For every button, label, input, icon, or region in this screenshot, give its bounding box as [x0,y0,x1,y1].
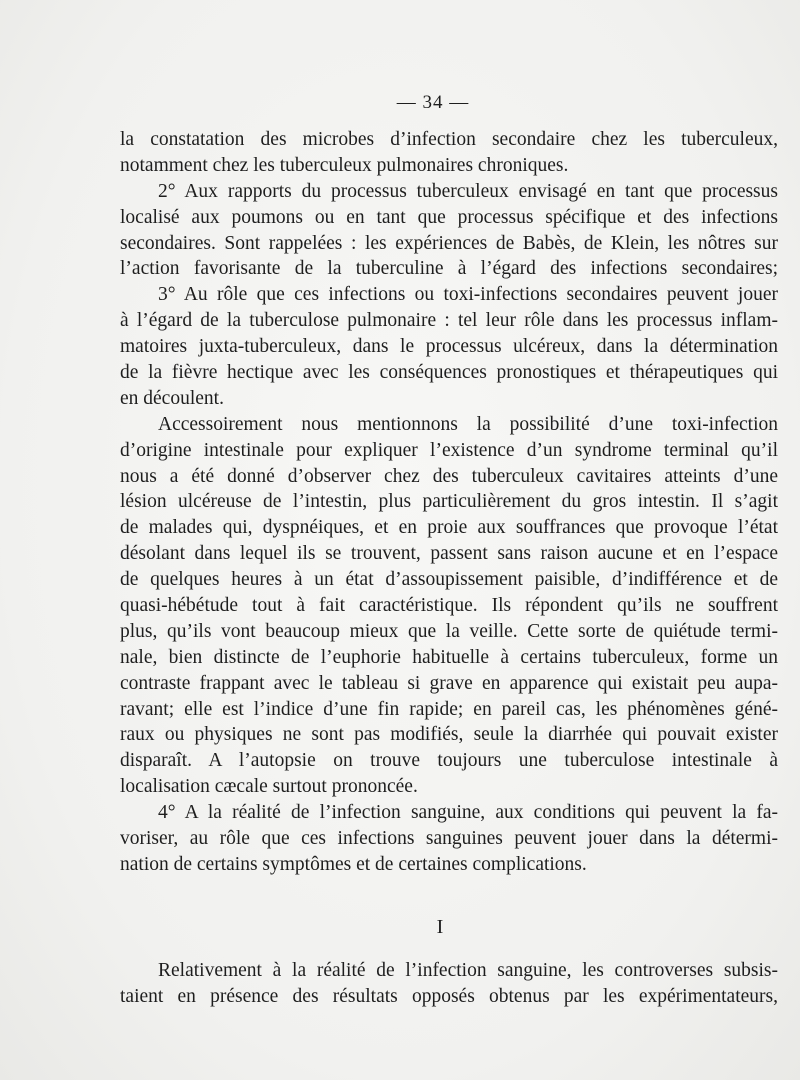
text-line: à l’égard de la tuberculose pulmonaire : tel leur rôle dans les processus inflam- [120,310,778,332]
text-line: nous a été donné d’observer chez des tuberculeux cavitaires atteints d’une [120,465,778,487]
text-line: Relativement à la réalité de l’infection sanguine, les controverses subsis- [158,960,778,981]
section-number: I [436,916,444,938]
text-line: disparaît. A l’autopsie on trouve toujours une tuberculose intestinale à [120,750,778,772]
text-line: 4° A la réalité de l’infection sanguine, aux conditions qui peuvent la fa- [158,802,778,824]
text-line: en découlent. [120,387,224,409]
text-line: plus, qu’ils vont beaucoup mieux que la veille. Cette sorte de quiétude termi- [120,620,778,642]
text-line: voriser, au rôle que ces infections sanguines peuvent jouer dans la détermi- [120,828,778,850]
text-line: secondaires. Sont rappelées : les expériences de Babès, de Klein, les nôtres sur [120,232,778,254]
text-line: raux ou physiques ne sont pas modifiés, seule la diarrhée qui pouvait exister [120,724,778,746]
text-line: ravant; elle est l’indice d’une fin rapide; en pareil cas, les phénomènes géné- [120,698,778,720]
text-line: d’origine intestinale pour expliquer l’existence d’un syndrome terminal qu’il [120,439,778,461]
text-line: l’action favorisante de la tuberculine à l’égard des infections secondaires; [120,258,778,280]
text-line: quasi-hébétude tout à fait caractéristique. Ils répondent qu’ils ne souffrent [120,595,778,617]
text-line: matoires juxta-tuberculeux, dans le processus ulcéreux, dans la détermination [120,336,778,358]
text-line: de malades qui, dyspnéiques, et en proie aux souffrances que provoque l’état [120,517,778,539]
body-text [120,127,778,878]
section-text [120,958,778,1010]
text-line: notamment chez les tuberculeux pulmonaires chroniques. [120,154,569,176]
text-line: nation de certains symptômes et de certaines complications. [120,853,587,875]
text-line: taient en présence des résultats opposés obtenus par les expérimentateurs, [120,985,778,1007]
page-number: — 34 — [396,92,470,113]
text-line: Accessoirement nous mentionnons la possibilité d’une toxi-infection [158,413,778,435]
text-line: lésion ulcéreuse de l’intestin, plus particulièrement du gros intestin. Il s’agit [120,491,778,513]
text-line: localisation cæcale surtout prononcée. [120,776,418,798]
text-line: localisé aux poumons ou en tant que processus spécifique et des infections [120,206,778,228]
text-line: de quelques heures à un état d’assoupissement paisible, d’indifférence et de [120,569,778,591]
text-line: 3° Au rôle que ces infections ou toxi-infections secondaires peuvent jouer [158,284,778,306]
text-line: 2° Aux rapports du processus tuberculeux envisagé en tant que processus [158,180,778,202]
text-line: de la fièvre hectique avec les conséquences pronostiques et thérapeutiques qui [120,362,778,384]
text-line: la constatation des microbes d’infection secondaire chez les tuberculeux, [120,129,778,150]
text-line: contraste frappant avec le tableau si grave en apparence qui existait peu aupa- [120,672,778,694]
text-line: nale, bien distincte de l’euphorie habituelle à certains tuberculeux, forme un [120,646,778,668]
text-line: désolant dans lequel ils se trouvent, passent sans raison aucune et en l’espace [120,543,778,565]
